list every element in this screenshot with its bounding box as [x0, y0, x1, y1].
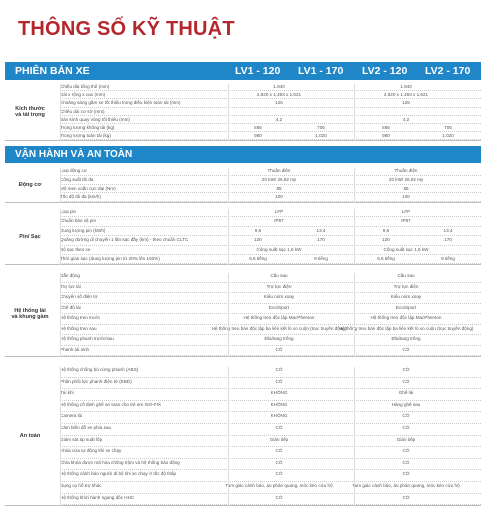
spec-value: Hệ thống treo bán độc lập ba liên kết lò xo cuộn (trục truyền động) [338, 325, 474, 331]
row-divider [60, 435, 481, 436]
group-divider [5, 505, 481, 506]
spec-label: Mô men xoắn cực đại (Nm) [60, 185, 116, 191]
spec-value: 125 [275, 100, 283, 106]
row-divider [60, 324, 481, 325]
row-divider [60, 245, 481, 246]
row-divider [60, 175, 481, 176]
spec-label: Dung lượng pin (kWh) [60, 227, 106, 233]
column-divider [60, 367, 61, 506]
spec-label: Phanh tái sinh [60, 346, 90, 352]
spec-label: Dụng cụ hỗ trợ khác [60, 483, 102, 488]
row-divider [60, 458, 481, 459]
spec-label: Chuẩn bảo vệ pin [60, 218, 97, 224]
spec-value: Công suất sạc 1,5 kW [383, 246, 429, 252]
spec-value: 100 [275, 194, 283, 200]
spec-value: 6,5 tiếng [377, 256, 395, 261]
column-divider [60, 168, 61, 203]
row-divider [60, 493, 481, 494]
version-lv2-120: LV2 - 120 [362, 65, 408, 77]
spec-value: LFP [401, 209, 411, 214]
spec-value: 1.020 [442, 133, 454, 139]
spec-label: Cảm biến đỗ xe phía sau [60, 425, 112, 430]
column-divider [354, 84, 355, 141]
spec-label: Bộ sạc theo xe [60, 246, 91, 252]
spec-value: CÓ [275, 471, 283, 477]
group-label-battery: Pin/ Sạc [19, 233, 41, 240]
column-divider [354, 367, 355, 506]
spec-value: 9,6 [382, 227, 390, 233]
row-divider [60, 226, 481, 227]
version-lv1-120: LV1 - 120 [235, 65, 281, 77]
spec-value: Kiểu núm xoay [390, 294, 422, 299]
page-title: THÔNG SỐ KỸ THUẬT [18, 18, 235, 40]
spec-value: 980 [254, 133, 262, 139]
spec-label: Túi khí [60, 390, 74, 396]
spec-label: Quãng đường di chuyển 1 lần sạc đầy (km) - theo chuẩn CLTC [60, 237, 189, 243]
spec-value: Hệ thống treo bán độc lập ba liên kết lò xo cuộn (trục truyền động) [211, 325, 347, 331]
column-divider [354, 273, 355, 357]
spec-value: 705 [317, 125, 325, 130]
row-divider [60, 377, 481, 378]
spec-value: 4,2 [275, 116, 283, 122]
group-divider [5, 356, 481, 357]
spec-value: 120 [382, 237, 390, 243]
row-divider [60, 107, 481, 108]
spec-value: 1.940 [273, 84, 285, 89]
spec-label: Loại pin [60, 209, 77, 214]
row-divider [60, 90, 481, 91]
spec-value: Công suất sạc 1,5 kW [256, 246, 302, 252]
spec-value: 120 [254, 237, 262, 243]
spec-value: Eco/Sport [268, 304, 290, 310]
spec-value: CÓ [402, 448, 410, 454]
spec-value: IP67 [274, 218, 284, 224]
spec-value: Thuần điện [267, 168, 291, 173]
spec-value: 20 kW/ 26,82 Hp [388, 176, 424, 182]
group-label-engine: Động cơ [18, 182, 42, 189]
column-divider [354, 168, 355, 203]
spec-value: CÓ [402, 471, 410, 477]
spec-label: Loại động cơ [60, 168, 87, 173]
row-divider [60, 303, 481, 304]
group-divider [5, 202, 481, 203]
column-divider [228, 209, 229, 265]
operation-safety-label: VẬN HÀNH VÀ AN TOÀN [15, 149, 133, 160]
spec-value: Gián tiếp [269, 436, 289, 442]
spec-label: Giám sát áp suất lốp [60, 436, 103, 442]
row-divider [60, 423, 481, 424]
spec-label: Chuyển số điện tử [60, 294, 98, 299]
spec-value: 125 [402, 100, 410, 106]
column-divider [228, 168, 229, 203]
spec-label: Khóa cửa tự động khi xe chạy [60, 448, 122, 454]
spec-value: 9 tiếng [441, 256, 455, 261]
spec-label: Khoảng sáng gầm xe tối thiểu trong điều kiện toàn tải (mm) [60, 100, 181, 106]
group-label-safety: An toàn [19, 433, 41, 440]
spec-value: 13,4 [443, 227, 453, 233]
spec-value: 6,5 tiếng [249, 256, 267, 261]
spec-label: Hệ thống phanh trước/sau [60, 336, 114, 341]
spec-value: 665 [254, 125, 262, 130]
group-label-chassis: Hệ thống lái và khung gầm [11, 308, 49, 320]
spec-value: 1.020 [315, 133, 327, 139]
spec-value: Cầu sau [270, 273, 288, 278]
spec-label: Hệ thống treo trước [60, 315, 101, 320]
spec-value: KHÔNG [270, 390, 288, 396]
spec-label: Hệ thống chống bó cứng phanh (ABS) [60, 367, 139, 372]
version-header-bar [5, 62, 481, 80]
spec-value: 4,2 [402, 116, 410, 122]
row-divider [60, 481, 481, 482]
spec-value: Ghế lái [398, 390, 414, 396]
spec-value: KHÔNG [270, 413, 288, 419]
spec-value: 665 [382, 125, 390, 130]
row-divider [60, 446, 481, 447]
spec-value: CÓ [402, 346, 410, 352]
spec-value: 2.920 x 1.493 x 1.621 [383, 92, 429, 98]
row-divider [60, 192, 481, 193]
spec-value: CÓ [402, 494, 410, 500]
row-divider [60, 254, 481, 255]
spec-value: CÓ [402, 378, 410, 384]
spec-value: Đĩa/tang trống [391, 336, 421, 341]
row-divider [60, 282, 481, 283]
spec-value: CÓ [275, 346, 283, 352]
spec-label: Hệ thống cảnh báo người đi bộ khi xe chạy ở tốc độ thấp [60, 471, 177, 477]
spec-label: Dài x rộng x cao (mm) [60, 92, 106, 98]
spec-value: Thuần điện [394, 168, 418, 173]
spec-value: 20 kW/ 26,82 Hp [261, 176, 297, 182]
column-divider [60, 273, 61, 357]
row-divider [60, 400, 481, 401]
group-divider [5, 140, 481, 141]
spec-label: Thời gian sạc (dung lượng pin từ 20% lên 100%) [60, 256, 160, 261]
version-lv1-170: LV1 - 170 [298, 65, 344, 77]
spec-value: 85 [276, 185, 282, 191]
spec-value: Tam giác cảnh báo, áo phản quang, móc kéo cứu hộ [352, 483, 460, 488]
spec-value: Kiểu núm xoay [263, 294, 295, 299]
spec-label: Phân phối lực phanh điện tử (EBD) [60, 378, 132, 384]
spec-value: Hàng ghế sau [391, 401, 421, 407]
group-label-size: Kích thước và tải trọng [15, 105, 45, 118]
spec-value: CÓ [275, 367, 283, 372]
row-divider [60, 334, 481, 335]
spec-label: Dẫn động [60, 273, 80, 278]
row-divider [60, 184, 481, 185]
spec-value: Hệ thống treo độc lập MacPherson [370, 315, 442, 320]
row-divider [60, 216, 481, 217]
spec-value: CÓ [275, 459, 283, 465]
spec-label: Công suất tối đa [60, 176, 94, 182]
version-lv2-170: LV2 - 170 [425, 65, 471, 77]
spec-value: Gián tiếp [396, 436, 416, 442]
spec-value: 170 [444, 237, 452, 243]
spec-value: 9,6 [254, 227, 262, 233]
spec-value: Eco/Sport [395, 304, 417, 310]
spec-label: Bán kính quay vòng tối thiểu (mm) [60, 116, 130, 122]
spec-value: Tam giác cảnh báo, áo phản quang, móc kéo cứu hộ [225, 483, 333, 488]
version-header-label: PHIÊN BẢN XE [15, 65, 90, 77]
spec-value: IP67 [401, 218, 411, 224]
spec-label: Chế độ lái [60, 304, 81, 310]
spec-label: Hệ thống cố định ghế an toàn cho trẻ em ISO-FIX [60, 401, 162, 407]
spec-label: Trọng lượng toàn tải (kg) [60, 133, 111, 139]
spec-value: CÓ [402, 413, 410, 419]
spec-value: CÓ [275, 448, 283, 454]
spec-value: 170 [317, 237, 325, 243]
spec-value: 85 [403, 185, 409, 191]
spec-value: 100 [402, 194, 410, 200]
spec-label: Chiều dài cơ sở (mm) [60, 108, 105, 114]
spec-label: Hệ thống treo sau [60, 325, 97, 331]
spec-value: CÓ [275, 494, 283, 500]
column-divider [60, 84, 61, 141]
spec-label: Camera lùi [60, 413, 83, 419]
spec-label: Trọng lượng không tải (kg) [60, 125, 115, 130]
spec-value: 705 [444, 125, 452, 130]
row-divider [60, 123, 481, 124]
spec-value: CÓ [402, 425, 410, 430]
column-divider [60, 209, 61, 265]
spec-value: 1.940 [400, 84, 412, 89]
spec-value: 13,4 [316, 227, 326, 233]
spec-value: LFP [274, 209, 284, 214]
spec-value: 980 [382, 133, 390, 139]
row-divider [60, 292, 481, 293]
column-divider [228, 367, 229, 506]
spec-value: CÓ [402, 459, 410, 465]
spec-value: Trợ lực điện [266, 283, 292, 289]
spec-value: Đĩa/tang trống [264, 336, 294, 341]
row-divider [60, 131, 481, 132]
column-divider [228, 84, 229, 141]
spec-value: Hệ thống treo độc lập MacPherson [243, 315, 315, 320]
spec-value: 9 tiếng [314, 256, 328, 261]
spec-value: Cầu sau [397, 273, 415, 278]
spec-label: Chìa khóa được mã hóa chống trộm và hệ thống báo động [60, 459, 180, 465]
spec-value: Trợ lực điện [393, 283, 419, 289]
spec-value: CÓ [275, 425, 283, 430]
column-divider [228, 273, 229, 357]
spec-label: Hệ thống khởi hành ngang dốc HHC [60, 494, 135, 500]
operation-safety-bar [5, 146, 481, 163]
row-divider [60, 313, 481, 314]
spec-value: CÓ [275, 378, 283, 384]
spec-value: CÓ [402, 367, 410, 372]
spec-label: Chiều dài tổng thể (mm) [60, 84, 110, 89]
spec-value: 2.920 x 1.493 x 1.621 [256, 92, 302, 98]
spec-label: Tốc độ tối đa (km/h) [60, 194, 101, 200]
spec-value: KHÔNG [270, 401, 288, 407]
group-divider [5, 264, 481, 265]
row-divider [60, 345, 481, 346]
spec-label: Trợ lực lái [60, 283, 81, 289]
column-divider [354, 209, 355, 265]
row-divider [60, 115, 481, 116]
